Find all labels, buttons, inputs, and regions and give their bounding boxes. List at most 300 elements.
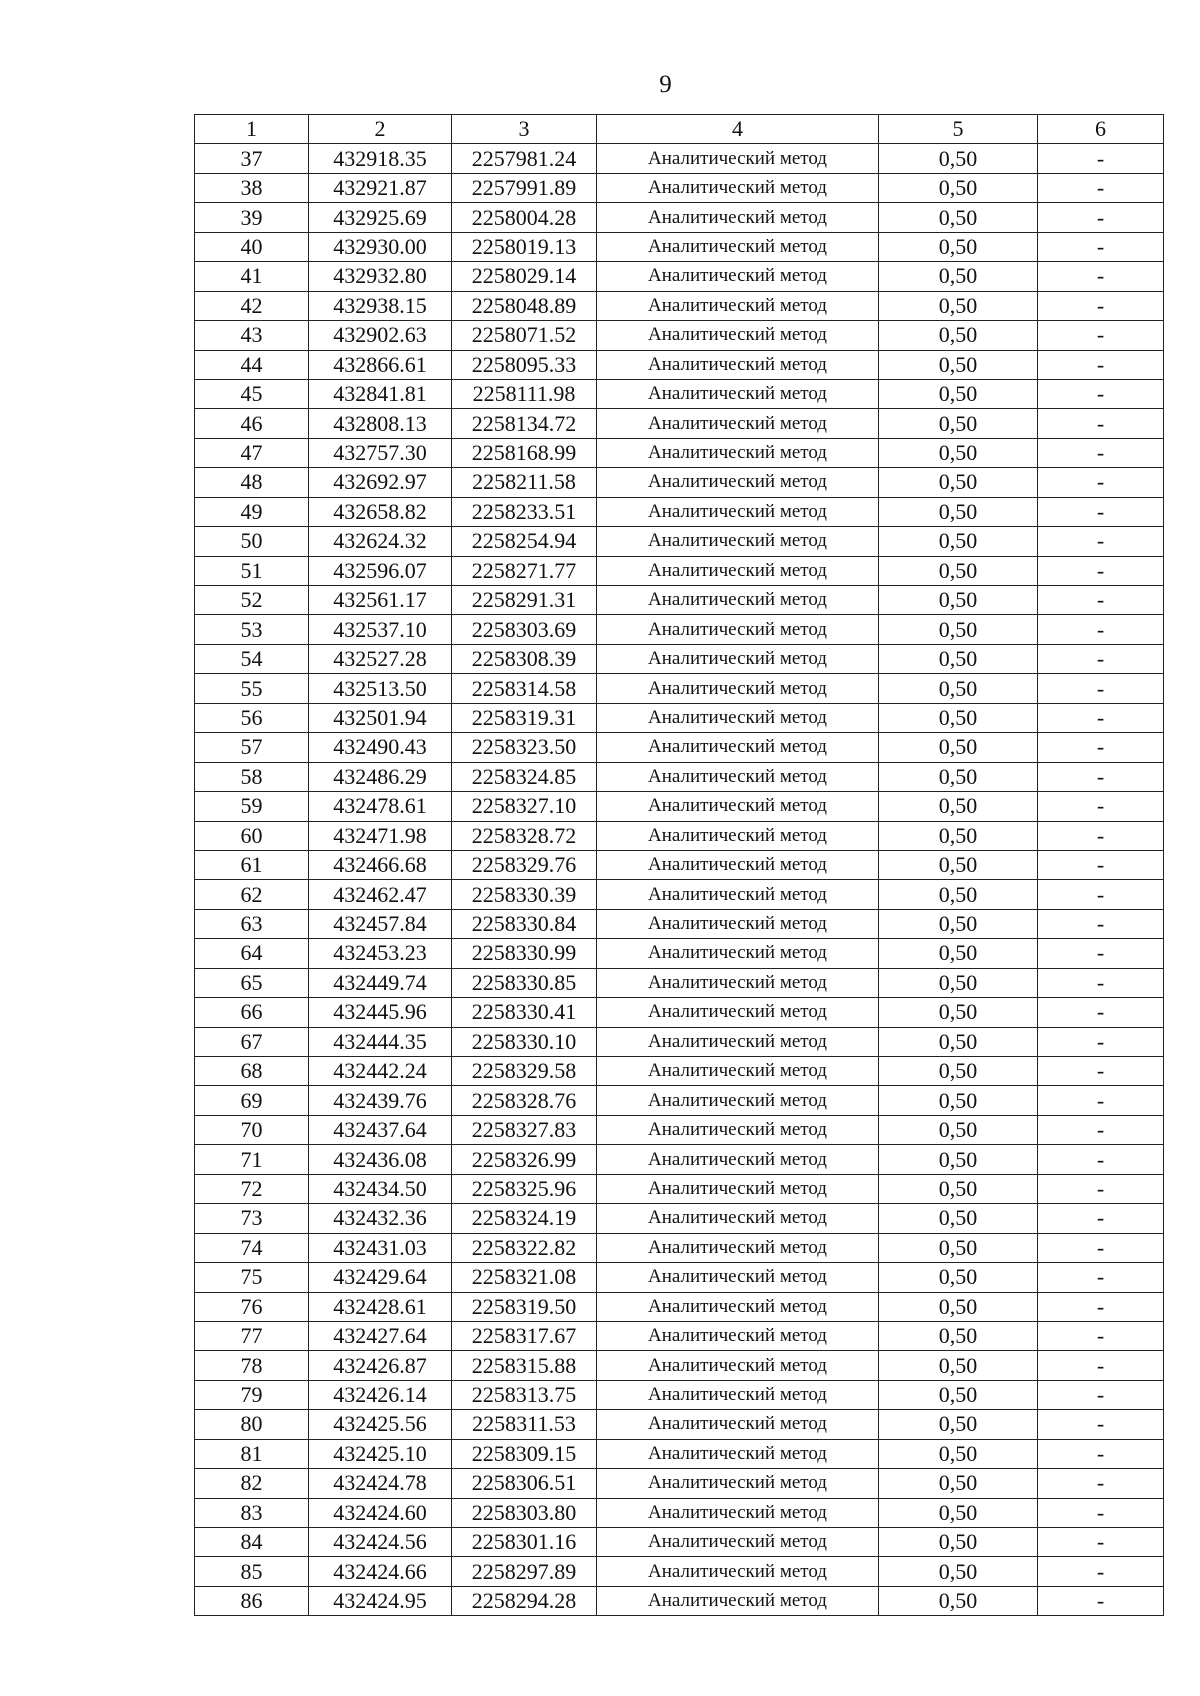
table-row xyxy=(195,527,1164,556)
table-row xyxy=(195,1057,1164,1086)
accuracy-cell: 0,50 xyxy=(879,703,1038,732)
note-cell: - xyxy=(1038,1145,1164,1174)
y-coordinate-cell: 2258168.99 xyxy=(452,438,597,467)
note-cell: - xyxy=(1038,1263,1164,1292)
method-cell: Аналитический метод xyxy=(597,144,879,173)
point-number-cell: 66 xyxy=(195,998,309,1027)
x-coordinate-cell: 432427.64 xyxy=(309,1321,452,1350)
note-cell: - xyxy=(1038,850,1164,879)
x-coordinate-cell: 432932.80 xyxy=(309,262,452,291)
x-coordinate-cell: 432453.23 xyxy=(309,939,452,968)
note-cell: - xyxy=(1038,527,1164,556)
accuracy-cell: 0,50 xyxy=(879,1351,1038,1380)
note-cell: - xyxy=(1038,1086,1164,1115)
point-number-cell: 72 xyxy=(195,1174,309,1203)
accuracy-cell: 0,50 xyxy=(879,644,1038,673)
point-number-cell: 63 xyxy=(195,909,309,938)
y-coordinate-cell: 2258095.33 xyxy=(452,350,597,379)
x-coordinate-cell: 432434.50 xyxy=(309,1174,452,1203)
x-coordinate-cell: 432938.15 xyxy=(309,291,452,320)
note-cell: - xyxy=(1038,880,1164,909)
y-coordinate-cell: 2258324.19 xyxy=(452,1204,597,1233)
y-coordinate-cell: 2258323.50 xyxy=(452,733,597,762)
accuracy-cell: 0,50 xyxy=(879,497,1038,526)
point-number-cell: 81 xyxy=(195,1439,309,1468)
table-row xyxy=(195,1498,1164,1527)
point-number-cell: 62 xyxy=(195,880,309,909)
x-coordinate-cell: 432424.60 xyxy=(309,1498,452,1527)
point-number-cell: 38 xyxy=(195,173,309,202)
y-coordinate-cell: 2258329.58 xyxy=(452,1057,597,1086)
point-number-cell: 74 xyxy=(195,1233,309,1262)
y-coordinate-cell: 2258314.58 xyxy=(452,674,597,703)
note-cell: - xyxy=(1038,968,1164,997)
point-number-cell: 85 xyxy=(195,1557,309,1586)
x-coordinate-cell: 432692.97 xyxy=(309,468,452,497)
note-cell: - xyxy=(1038,644,1164,673)
accuracy-cell: 0,50 xyxy=(879,409,1038,438)
x-coordinate-cell: 432425.10 xyxy=(309,1439,452,1468)
accuracy-cell: 0,50 xyxy=(879,1145,1038,1174)
note-cell: - xyxy=(1038,792,1164,821)
table-row xyxy=(195,998,1164,1027)
table-row xyxy=(195,1263,1164,1292)
note-cell: - xyxy=(1038,998,1164,1027)
method-cell: Аналитический метод xyxy=(597,909,879,938)
note-cell: - xyxy=(1038,321,1164,350)
x-coordinate-cell: 432424.78 xyxy=(309,1469,452,1498)
y-coordinate-cell: 2257991.89 xyxy=(452,173,597,202)
x-coordinate-cell: 432757.30 xyxy=(309,438,452,467)
point-number-cell: 40 xyxy=(195,232,309,261)
x-coordinate-cell: 432486.29 xyxy=(309,762,452,791)
x-coordinate-cell: 432432.36 xyxy=(309,1204,452,1233)
x-coordinate-cell: 432436.08 xyxy=(309,1145,452,1174)
y-coordinate-cell: 2258330.84 xyxy=(452,909,597,938)
y-coordinate-cell: 2258233.51 xyxy=(452,497,597,526)
note-cell: - xyxy=(1038,1498,1164,1527)
accuracy-cell: 0,50 xyxy=(879,173,1038,202)
method-cell: Аналитический метод xyxy=(597,1528,879,1557)
accuracy-cell: 0,50 xyxy=(879,674,1038,703)
note-cell: - xyxy=(1038,1174,1164,1203)
table-header-row xyxy=(195,115,1164,144)
point-number-cell: 76 xyxy=(195,1292,309,1321)
note-cell: - xyxy=(1038,1380,1164,1409)
column-header: 1 xyxy=(195,115,309,144)
point-number-cell: 55 xyxy=(195,674,309,703)
method-cell: Аналитический метод xyxy=(597,615,879,644)
note-cell: - xyxy=(1038,438,1164,467)
note-cell: - xyxy=(1038,409,1164,438)
table-row xyxy=(195,1204,1164,1233)
y-coordinate-cell: 2258330.85 xyxy=(452,968,597,997)
y-coordinate-cell: 2258291.31 xyxy=(452,586,597,615)
note-cell: - xyxy=(1038,203,1164,232)
table-row xyxy=(195,321,1164,350)
x-coordinate-cell: 432462.47 xyxy=(309,880,452,909)
accuracy-cell: 0,50 xyxy=(879,1557,1038,1586)
x-coordinate-cell: 432624.32 xyxy=(309,527,452,556)
method-cell: Аналитический метод xyxy=(597,1410,879,1439)
note-cell: - xyxy=(1038,1115,1164,1144)
x-coordinate-cell: 432439.76 xyxy=(309,1086,452,1115)
y-coordinate-cell: 2258306.51 xyxy=(452,1469,597,1498)
x-coordinate-cell: 432429.64 xyxy=(309,1263,452,1292)
method-cell: Аналитический метод xyxy=(597,1498,879,1527)
method-cell: Аналитический метод xyxy=(597,232,879,261)
x-coordinate-cell: 432527.28 xyxy=(309,644,452,673)
accuracy-cell: 0,50 xyxy=(879,998,1038,1027)
method-cell: Аналитический метод xyxy=(597,1586,879,1615)
table-row xyxy=(195,203,1164,232)
accuracy-cell: 0,50 xyxy=(879,144,1038,173)
accuracy-cell: 0,50 xyxy=(879,468,1038,497)
y-coordinate-cell: 2258303.80 xyxy=(452,1498,597,1527)
note-cell: - xyxy=(1038,1027,1164,1056)
table-row xyxy=(195,909,1164,938)
y-coordinate-cell: 2258322.82 xyxy=(452,1233,597,1262)
method-cell: Аналитический метод xyxy=(597,1557,879,1586)
method-cell: Аналитический метод xyxy=(597,998,879,1027)
y-coordinate-cell: 2258326.99 xyxy=(452,1145,597,1174)
method-cell: Аналитический метод xyxy=(597,880,879,909)
accuracy-cell: 0,50 xyxy=(879,203,1038,232)
x-coordinate-cell: 432921.87 xyxy=(309,173,452,202)
note-cell: - xyxy=(1038,497,1164,526)
point-number-cell: 86 xyxy=(195,1586,309,1615)
point-number-cell: 70 xyxy=(195,1115,309,1144)
point-number-cell: 78 xyxy=(195,1351,309,1380)
table-row xyxy=(195,173,1164,202)
point-number-cell: 79 xyxy=(195,1380,309,1409)
y-coordinate-cell: 2258330.39 xyxy=(452,880,597,909)
table-row xyxy=(195,1292,1164,1321)
table-row xyxy=(195,409,1164,438)
table-row xyxy=(195,586,1164,615)
y-coordinate-cell: 2258048.89 xyxy=(452,291,597,320)
x-coordinate-cell: 432478.61 xyxy=(309,792,452,821)
method-cell: Аналитический метод xyxy=(597,173,879,202)
method-cell: Аналитический метод xyxy=(597,438,879,467)
note-cell: - xyxy=(1038,703,1164,732)
accuracy-cell: 0,50 xyxy=(879,1498,1038,1527)
method-cell: Аналитический метод xyxy=(597,497,879,526)
point-number-cell: 45 xyxy=(195,379,309,408)
x-coordinate-cell: 432442.24 xyxy=(309,1057,452,1086)
accuracy-cell: 0,50 xyxy=(879,1086,1038,1115)
y-coordinate-cell: 2258019.13 xyxy=(452,232,597,261)
accuracy-cell: 0,50 xyxy=(879,762,1038,791)
note-cell: - xyxy=(1038,1351,1164,1380)
table-row xyxy=(195,556,1164,585)
method-cell: Аналитический метод xyxy=(597,733,879,762)
x-coordinate-cell: 432501.94 xyxy=(309,703,452,732)
method-cell: Аналитический метод xyxy=(597,556,879,585)
table-row xyxy=(195,762,1164,791)
x-coordinate-cell: 432930.00 xyxy=(309,232,452,261)
table-row xyxy=(195,644,1164,673)
y-coordinate-cell: 2258029.14 xyxy=(452,262,597,291)
table-row xyxy=(195,1380,1164,1409)
table-row xyxy=(195,1233,1164,1262)
method-cell: Аналитический метод xyxy=(597,1233,879,1262)
y-coordinate-cell: 2258271.77 xyxy=(452,556,597,585)
column-header: 2 xyxy=(309,115,452,144)
table-row xyxy=(195,350,1164,379)
note-cell: - xyxy=(1038,1410,1164,1439)
point-number-cell: 75 xyxy=(195,1263,309,1292)
accuracy-cell: 0,50 xyxy=(879,1321,1038,1350)
table-row xyxy=(195,703,1164,732)
x-coordinate-cell: 432425.56 xyxy=(309,1410,452,1439)
accuracy-cell: 0,50 xyxy=(879,1292,1038,1321)
table-row xyxy=(195,1145,1164,1174)
method-cell: Аналитический метод xyxy=(597,1115,879,1144)
table-row xyxy=(195,144,1164,173)
x-coordinate-cell: 432449.74 xyxy=(309,968,452,997)
point-number-cell: 50 xyxy=(195,527,309,556)
y-coordinate-cell: 2258319.31 xyxy=(452,703,597,732)
method-cell: Аналитический метод xyxy=(597,291,879,320)
x-coordinate-cell: 432431.03 xyxy=(309,1233,452,1262)
accuracy-cell: 0,50 xyxy=(879,321,1038,350)
point-number-cell: 82 xyxy=(195,1469,309,1498)
table-row xyxy=(195,1115,1164,1144)
method-cell: Аналитический метод xyxy=(597,468,879,497)
y-coordinate-cell: 2258321.08 xyxy=(452,1263,597,1292)
y-coordinate-cell: 2258211.58 xyxy=(452,468,597,497)
x-coordinate-cell: 432445.96 xyxy=(309,998,452,1027)
accuracy-cell: 0,50 xyxy=(879,909,1038,938)
method-cell: Аналитический метод xyxy=(597,203,879,232)
table-row xyxy=(195,291,1164,320)
point-number-cell: 56 xyxy=(195,703,309,732)
table-row xyxy=(195,880,1164,909)
coordinates-table xyxy=(194,114,1164,1616)
point-number-cell: 69 xyxy=(195,1086,309,1115)
table-row xyxy=(195,438,1164,467)
table-row xyxy=(195,379,1164,408)
x-coordinate-cell: 432457.84 xyxy=(309,909,452,938)
point-number-cell: 39 xyxy=(195,203,309,232)
method-cell: Аналитический метод xyxy=(597,409,879,438)
point-number-cell: 52 xyxy=(195,586,309,615)
accuracy-cell: 0,50 xyxy=(879,1439,1038,1468)
method-cell: Аналитический метод xyxy=(597,1351,879,1380)
note-cell: - xyxy=(1038,939,1164,968)
note-cell: - xyxy=(1038,733,1164,762)
note-cell: - xyxy=(1038,1057,1164,1086)
note-cell: - xyxy=(1038,291,1164,320)
method-cell: Аналитический метод xyxy=(597,1027,879,1056)
accuracy-cell: 0,50 xyxy=(879,1233,1038,1262)
note-cell: - xyxy=(1038,232,1164,261)
accuracy-cell: 0,50 xyxy=(879,232,1038,261)
y-coordinate-cell: 2258317.67 xyxy=(452,1321,597,1350)
table-row xyxy=(195,1557,1164,1586)
accuracy-cell: 0,50 xyxy=(879,880,1038,909)
point-number-cell: 48 xyxy=(195,468,309,497)
x-coordinate-cell: 432561.17 xyxy=(309,586,452,615)
accuracy-cell: 0,50 xyxy=(879,733,1038,762)
method-cell: Аналитический метод xyxy=(597,821,879,850)
point-number-cell: 44 xyxy=(195,350,309,379)
accuracy-cell: 0,50 xyxy=(879,438,1038,467)
x-coordinate-cell: 432490.43 xyxy=(309,733,452,762)
y-coordinate-cell: 2258004.28 xyxy=(452,203,597,232)
y-coordinate-cell: 2258294.28 xyxy=(452,1586,597,1615)
point-number-cell: 54 xyxy=(195,644,309,673)
note-cell: - xyxy=(1038,1321,1164,1350)
point-number-cell: 73 xyxy=(195,1204,309,1233)
point-number-cell: 43 xyxy=(195,321,309,350)
point-number-cell: 71 xyxy=(195,1145,309,1174)
point-number-cell: 60 xyxy=(195,821,309,850)
y-coordinate-cell: 2258315.88 xyxy=(452,1351,597,1380)
x-coordinate-cell: 432424.66 xyxy=(309,1557,452,1586)
method-cell: Аналитический метод xyxy=(597,379,879,408)
accuracy-cell: 0,50 xyxy=(879,1204,1038,1233)
note-cell: - xyxy=(1038,615,1164,644)
table-row xyxy=(195,615,1164,644)
x-coordinate-cell: 432426.87 xyxy=(309,1351,452,1380)
x-coordinate-cell: 432841.81 xyxy=(309,379,452,408)
y-coordinate-cell: 2258325.96 xyxy=(452,1174,597,1203)
x-coordinate-cell: 432925.69 xyxy=(309,203,452,232)
point-number-cell: 49 xyxy=(195,497,309,526)
y-coordinate-cell: 2258319.50 xyxy=(452,1292,597,1321)
column-header: 3 xyxy=(452,115,597,144)
accuracy-cell: 0,50 xyxy=(879,821,1038,850)
point-number-cell: 59 xyxy=(195,792,309,821)
note-cell: - xyxy=(1038,674,1164,703)
x-coordinate-cell: 432471.98 xyxy=(309,821,452,850)
table-row xyxy=(195,850,1164,879)
method-cell: Аналитический метод xyxy=(597,1380,879,1409)
table-row xyxy=(195,939,1164,968)
column-header: 5 xyxy=(879,115,1038,144)
x-coordinate-cell: 432658.82 xyxy=(309,497,452,526)
table-row xyxy=(195,1439,1164,1468)
point-number-cell: 83 xyxy=(195,1498,309,1527)
accuracy-cell: 0,50 xyxy=(879,1263,1038,1292)
accuracy-cell: 0,50 xyxy=(879,850,1038,879)
method-cell: Аналитический метод xyxy=(597,586,879,615)
y-coordinate-cell: 2258330.41 xyxy=(452,998,597,1027)
note-cell: - xyxy=(1038,1439,1164,1468)
point-number-cell: 65 xyxy=(195,968,309,997)
note-cell: - xyxy=(1038,468,1164,497)
y-coordinate-cell: 2258134.72 xyxy=(452,409,597,438)
table-row xyxy=(195,1174,1164,1203)
y-coordinate-cell: 2258328.72 xyxy=(452,821,597,850)
method-cell: Аналитический метод xyxy=(597,850,879,879)
y-coordinate-cell: 2258303.69 xyxy=(452,615,597,644)
method-cell: Аналитический метод xyxy=(597,703,879,732)
accuracy-cell: 0,50 xyxy=(879,1057,1038,1086)
y-coordinate-cell: 2257981.24 xyxy=(452,144,597,173)
method-cell: Аналитический метод xyxy=(597,350,879,379)
accuracy-cell: 0,50 xyxy=(879,1115,1038,1144)
table-row xyxy=(195,262,1164,291)
y-coordinate-cell: 2258297.89 xyxy=(452,1557,597,1586)
note-cell: - xyxy=(1038,1528,1164,1557)
point-number-cell: 41 xyxy=(195,262,309,291)
note-cell: - xyxy=(1038,173,1164,202)
x-coordinate-cell: 432424.56 xyxy=(309,1528,452,1557)
method-cell: Аналитический метод xyxy=(597,527,879,556)
note-cell: - xyxy=(1038,379,1164,408)
accuracy-cell: 0,50 xyxy=(879,1410,1038,1439)
accuracy-cell: 0,50 xyxy=(879,939,1038,968)
point-number-cell: 68 xyxy=(195,1057,309,1086)
x-coordinate-cell: 432466.68 xyxy=(309,850,452,879)
y-coordinate-cell: 2258330.99 xyxy=(452,939,597,968)
point-number-cell: 67 xyxy=(195,1027,309,1056)
point-number-cell: 53 xyxy=(195,615,309,644)
method-cell: Аналитический метод xyxy=(597,1292,879,1321)
x-coordinate-cell: 432866.61 xyxy=(309,350,452,379)
accuracy-cell: 0,50 xyxy=(879,1528,1038,1557)
point-number-cell: 37 xyxy=(195,144,309,173)
note-cell: - xyxy=(1038,1469,1164,1498)
point-number-cell: 64 xyxy=(195,939,309,968)
note-cell: - xyxy=(1038,144,1164,173)
table-row xyxy=(195,1586,1164,1615)
method-cell: Аналитический метод xyxy=(597,968,879,997)
method-cell: Аналитический метод xyxy=(597,1057,879,1086)
accuracy-cell: 0,50 xyxy=(879,792,1038,821)
method-cell: Аналитический метод xyxy=(597,644,879,673)
x-coordinate-cell: 432428.61 xyxy=(309,1292,452,1321)
method-cell: Аналитический метод xyxy=(597,762,879,791)
x-coordinate-cell: 432444.35 xyxy=(309,1027,452,1056)
note-cell: - xyxy=(1038,1204,1164,1233)
method-cell: Аналитический метод xyxy=(597,674,879,703)
accuracy-cell: 0,50 xyxy=(879,379,1038,408)
x-coordinate-cell: 432918.35 xyxy=(309,144,452,173)
table-row xyxy=(195,821,1164,850)
table-row xyxy=(195,497,1164,526)
method-cell: Аналитический метод xyxy=(597,792,879,821)
accuracy-cell: 0,50 xyxy=(879,1469,1038,1498)
y-coordinate-cell: 2258309.15 xyxy=(452,1439,597,1468)
accuracy-cell: 0,50 xyxy=(879,350,1038,379)
note-cell: - xyxy=(1038,1557,1164,1586)
accuracy-cell: 0,50 xyxy=(879,615,1038,644)
point-number-cell: 84 xyxy=(195,1528,309,1557)
x-coordinate-cell: 432808.13 xyxy=(309,409,452,438)
note-cell: - xyxy=(1038,1586,1164,1615)
column-header: 6 xyxy=(1038,115,1164,144)
method-cell: Аналитический метод xyxy=(597,1204,879,1233)
table-row xyxy=(195,674,1164,703)
method-cell: Аналитический метод xyxy=(597,1263,879,1292)
accuracy-cell: 0,50 xyxy=(879,556,1038,585)
note-cell: - xyxy=(1038,1233,1164,1262)
table-row xyxy=(195,1086,1164,1115)
y-coordinate-cell: 2258327.10 xyxy=(452,792,597,821)
note-cell: - xyxy=(1038,762,1164,791)
table-row xyxy=(195,468,1164,497)
page-number: 9 xyxy=(659,71,672,98)
x-coordinate-cell: 432424.95 xyxy=(309,1586,452,1615)
accuracy-cell: 0,50 xyxy=(879,1174,1038,1203)
x-coordinate-cell: 432426.14 xyxy=(309,1380,452,1409)
y-coordinate-cell: 2258308.39 xyxy=(452,644,597,673)
point-number-cell: 57 xyxy=(195,733,309,762)
